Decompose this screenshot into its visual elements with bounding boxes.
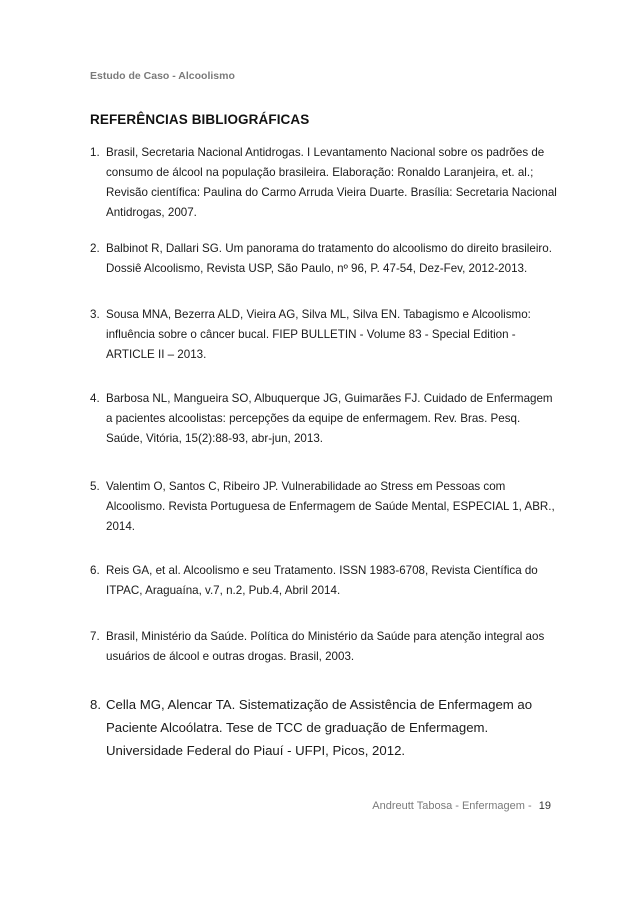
- reference-number: 5.: [90, 480, 100, 493]
- reference-item: [90, 305, 560, 389]
- running-header: Estudo de Caso - Alcoolismo: [90, 70, 235, 82]
- footer-author: Andreutt Tabosa - Enfermagem: [372, 800, 525, 812]
- reference-text: Brasil, Ministério da Saúde. Política do Ministério da Saúde para atenção integral aos usuários de álcool e outras drogas. Brasil, 2003.: [106, 630, 545, 663]
- reference-text: Balbinot R, Dallari SG. Um panorama do tratamento do alcoolismo do direito brasileiro. Dossiê Alcoolismo, Revista USP, São Paulo, nº 96, P. 47-54, Dez-Fev, 2012-2013.: [106, 242, 552, 275]
- reference-number: 2.: [90, 242, 100, 255]
- reference-text: Sousa MNA, Bezerra ALD, Vieira AG, Silva ML, Silva EN. Tabagismo e Alcoolismo: influência sobre o câncer bucal. FIEP BULLETIN - Volume 83 - Special Edition - ARTICLE II – 2013.: [106, 308, 531, 361]
- reference-text: Brasil, Secretaria Nacional Antidrogas. I Levantamento Nacional sobre os padrões de consumo de álcool na população brasileira. Elaboração: Ronaldo Laranjeira, et. al.; Revisão científica: Paulina do Carmo Arruda Vieira Duarte. Brasília: Secretaria Nacional Antidrogas, 2007.: [106, 146, 557, 219]
- reference-item: [90, 693, 560, 762]
- reference-text: Barbosa NL, Mangueira SO, Albuquerque JG, Guimarães FJ. Cuidado de Enfermagem a pacientes alcoolistas: percepções da equipe de enfermagem. Rev. Bras. Pesq. Saúde, Vitória, 15(2):88-93, abr-jun, 2013.: [106, 392, 553, 445]
- footer-separator: -: [528, 800, 532, 812]
- reference-text: Reis GA, et al. Alcoolismo e seu Tratamento. ISSN 1983-6708, Revista Científica do ITPAC, Araguaína, v.7, n.2, Pub.4, Abril 2014.: [106, 564, 538, 597]
- reference-number: 4.: [90, 392, 100, 405]
- reference-text: Cella MG, Alencar TA. Sistematização de Assistência de Enfermagem ao Paciente Alcoólatra. Tese de TCC de graduação de Enfermagem. Universidade Federal do Piauí - UFPI, Picos, 2012.: [106, 697, 533, 758]
- reference-number: 7.: [90, 630, 100, 643]
- reference-item: [90, 143, 560, 239]
- page-number: 19: [538, 800, 551, 812]
- reference-item: [90, 477, 560, 561]
- reference-list: [90, 143, 560, 762]
- reference-number: 8.: [90, 697, 101, 712]
- reference-item: [90, 389, 560, 477]
- reference-item: [90, 627, 560, 693]
- page-footer: [372, 800, 551, 812]
- reference-item: [90, 561, 560, 627]
- reference-number: 1.: [90, 146, 100, 159]
- section-title: REFERÊNCIAS BIBLIOGRÁFICAS: [90, 112, 310, 127]
- reference-text: Valentim O, Santos C, Ribeiro JP. Vulnerabilidade ao Stress em Pessoas com Alcoolismo. Revista Portuguesa de Enfermagem de Saúde Mental, ESPECIAL 1, ABR., 2014.: [106, 480, 555, 533]
- reference-item: [90, 239, 560, 305]
- reference-number: 6.: [90, 564, 100, 577]
- reference-number: 3.: [90, 308, 100, 321]
